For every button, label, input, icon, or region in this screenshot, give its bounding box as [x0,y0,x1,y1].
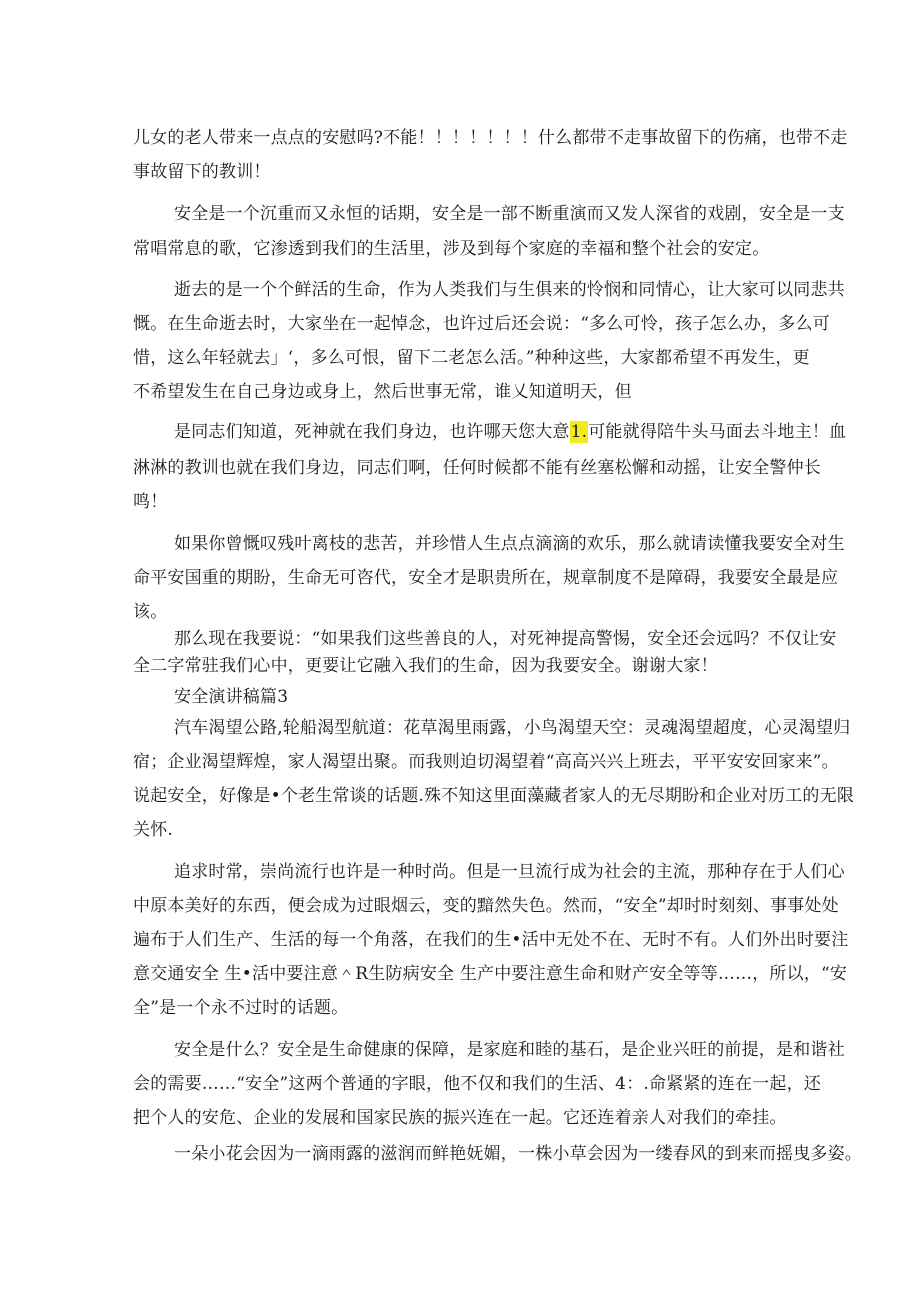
text-line: 如果你曾慨叹残叶离枝的悲苦，并珍惜人生点点滴滴的欢乐，那么就请读懂我要安全对生 [174,534,845,554]
text-segment: 是同志们知道，死神就在我们身边，也许哪天您大意 [174,422,570,442]
text-line: 说起安全，好像是•个老生常谈的话题.殊不知这里面藻藏者家人的无尽期盼和企业对历工的无限 [133,786,855,806]
text-line: 中原本美好的东西，便会成为过眼烟云，变的黯然失色。然而，“安全”却时时刻刻、事事处处 [133,896,839,916]
text-line: 把个人的安危、企业的发展和国家民族的振兴连在一起。它还连着亲人对我们的牵挂。 [133,1108,787,1128]
text-line: 全二字常驻我们心中，更要让它融入我们的生命，因为我要安全。谢谢大家！ [133,656,718,676]
text-line: 安全是什么？安全是生命健康的保障，是家庭和睦的基石，是企业兴旺的前提，是和谐社 [174,1040,845,1060]
text-line: 一朵小花会因为一滴雨露的滋润而鲜艳妩媚，一株小草会因为一缕春风的到来而摇曳多姿。 [174,1144,862,1164]
text-line-highlighted [174,421,846,443]
text-line: 慨。在生命逝去时，大家坐在一起悼念，也许过后还会说：“多么可怜，孩子怎么办，多么可 [133,314,830,334]
text-line: 安全是一个沉重而又永恒的话期，安全是一部不断重演而又发人深省的戏剧，安全是一支 [174,204,845,224]
text-line: 鸣！ [133,492,168,512]
text-line: 惜，这么年轻就去」‘，多么可恨，留下二老怎么活。”种种这些，大家都希望不再发生，更 [133,348,810,368]
text-line: 命平安国重的期盼，生命无可咨代，安全才是职贵所在，规章制度不是障碍，我要安全最是应 [133,568,839,588]
highlight-mark: 1. [570,422,588,442]
text-line: 汽车渴望公路,轮船渴型航道：花草渴里雨露，小鸟渴望天空：灵魂渴望超度，心灵渴望归 [174,718,851,738]
text-line: 儿女的老人带来一点点的安慰吗?不能！！！！！！！什么都带不走事故留下的伤痛，也带不走 [133,128,848,148]
text-line: 关怀. [133,820,174,840]
text-segment: 可能就得陪牛头马面去斗地主！血 [588,422,847,442]
text-line: 意交通安全 生•活中要注意＾R生防病安全 生产中要注意生命和财产安全等等……，所以，“安 [133,964,848,984]
text-line: 会的需要……“安全”这两个普通的字眼，他不仅和我们的生活、4：.命紧紧的连在一起，还 [133,1074,821,1094]
section-heading: 安全演讲稿篇3 [174,687,289,707]
text-line: 不希望发生在自己身边或身上，然后世事无常，谁乂知道明天，但 [133,382,632,402]
text-line: 该。 [133,602,168,622]
text-line: 遍布于人们生产、生活的每一个角落，在我们的生•活中无处不在、无时不有。人们外出时要注 [133,930,849,950]
text-line: 事故留下的教训！ [133,162,271,182]
text-line: 那么现在我要说：“如果我们这些善良的人，对死神提高警惕，安全还会远吗？不仅让安 [174,629,837,649]
text-line: 宿；企业渴望辉煌，家人渴望出聚。而我则迫切渴望着“高高兴兴上班去，平平安安回家来”。 [133,752,839,772]
text-line: 逝去的是一个个鲜活的生命，作为人类我们与生俱来的怜悯和同情心，让大家可以同悲共 [174,280,845,300]
text-line: 常唱常息的歌，它渗透到我们的生活里，涉及到每个家庭的幸福和整个社会的安定。 [133,239,770,259]
text-line: 追求时常，崇尚流行也许是一种时尚。但是一旦流行成为社会的主流，那种存在于人们心 [174,862,845,882]
text-line: 全”是一个永不过时的话题。 [133,998,349,1018]
text-line: 淋淋的教训也就在我们身边，同志们啊，任何时候都不能有丝塞松懈和动摇，让安全警仲长 [133,458,821,478]
